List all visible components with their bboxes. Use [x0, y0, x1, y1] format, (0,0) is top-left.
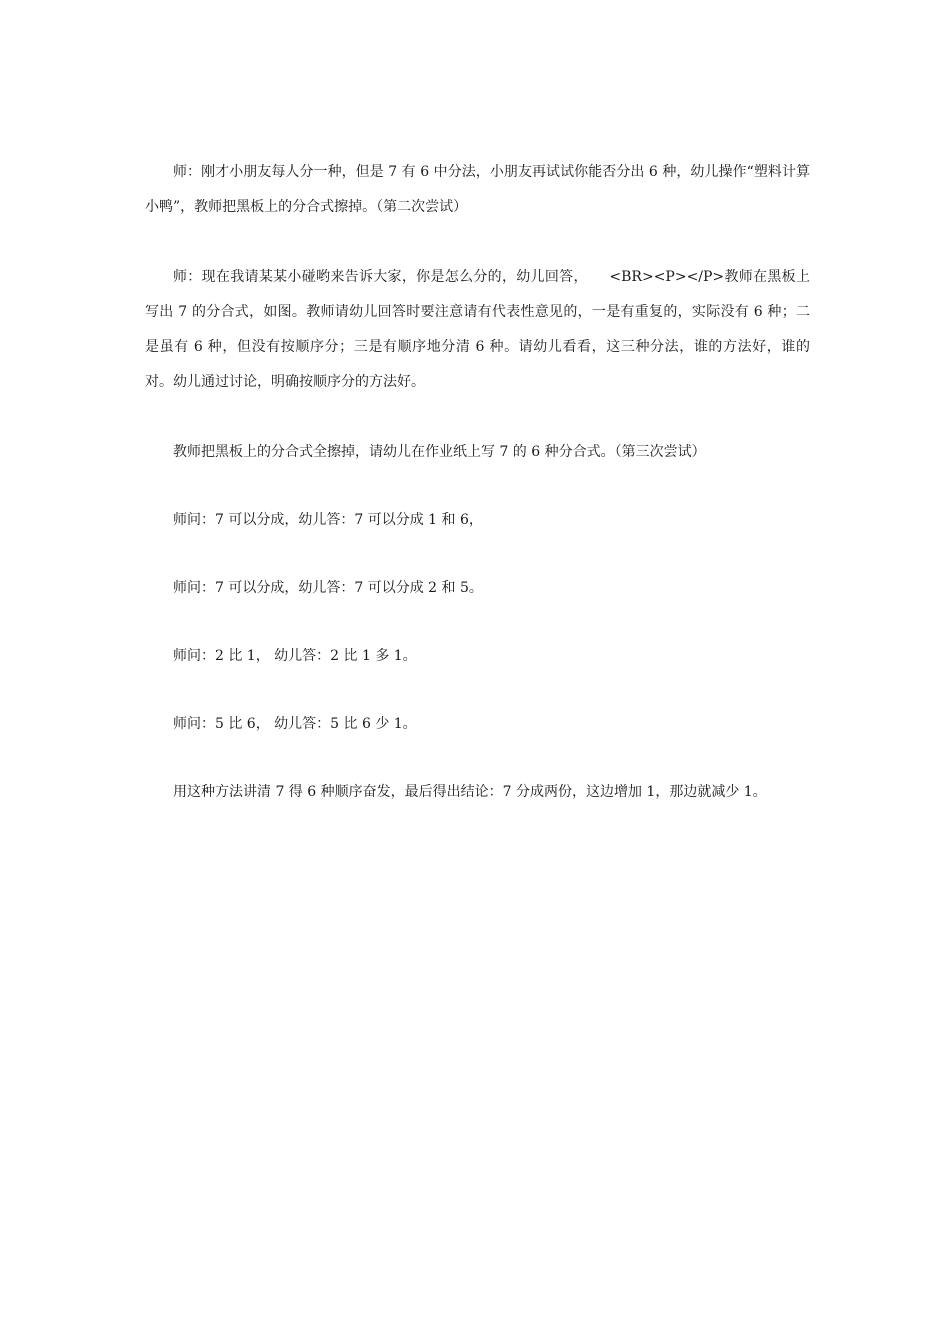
- paragraph-teacher-explanation: 师：现在我请某某小碰哟来告诉大家，你是怎么分的，幼儿回答， <BR><P></P>教师在黑板上写出 7 的分合式，如图。教师请幼儿回答时要注意请有代表性意见的，一是有重复的，实际没有 6 种；二是虽有 6 种，但没有按顺序分；三是有顺序地分清 6 种。请幼儿看看，这三种分法，谁的方法好，谁的对。幼儿通过讨论，明确按顺序分的方法好。: [145, 269, 810, 390]
- paragraph-qa-4: 师问：5 比 6， 幼儿答：5 比 6 少 1。: [173, 716, 417, 732]
- paragraph-second-attempt: 师：刚才小朋友每人分一种，但是 7 有 6 中分法，小朋友再试试你能否分出 6 种，幼儿操作“塑料计算小鸭”，教师把黑板上的分合式擦掉。（第二次尝试）: [145, 164, 810, 215]
- paragraph-third-attempt: 教师把黑板上的分合式全擦掉，请幼儿在作业纸上写 7 的 6 种分合式。（第三次尝试）: [173, 444, 706, 460]
- paragraph-qa-1: 师问：7 可以分成，幼儿答：7 可以分成 1 和 6，: [173, 512, 483, 528]
- document-body: [145, 155, 810, 810]
- paragraph-qa-3: 师问：2 比 1， 幼儿答：2 比 1 多 1。: [173, 648, 417, 664]
- paragraph-conclusion: 用这种方法讲清 7 得 6 种顺序奋发，最后得出结论：7 分成两份，这边增加 1，那边就减少 1。: [173, 784, 767, 800]
- paragraph-qa-2: 师问：7 可以分成，幼儿答：7 可以分成 2 和 5。: [173, 580, 483, 596]
